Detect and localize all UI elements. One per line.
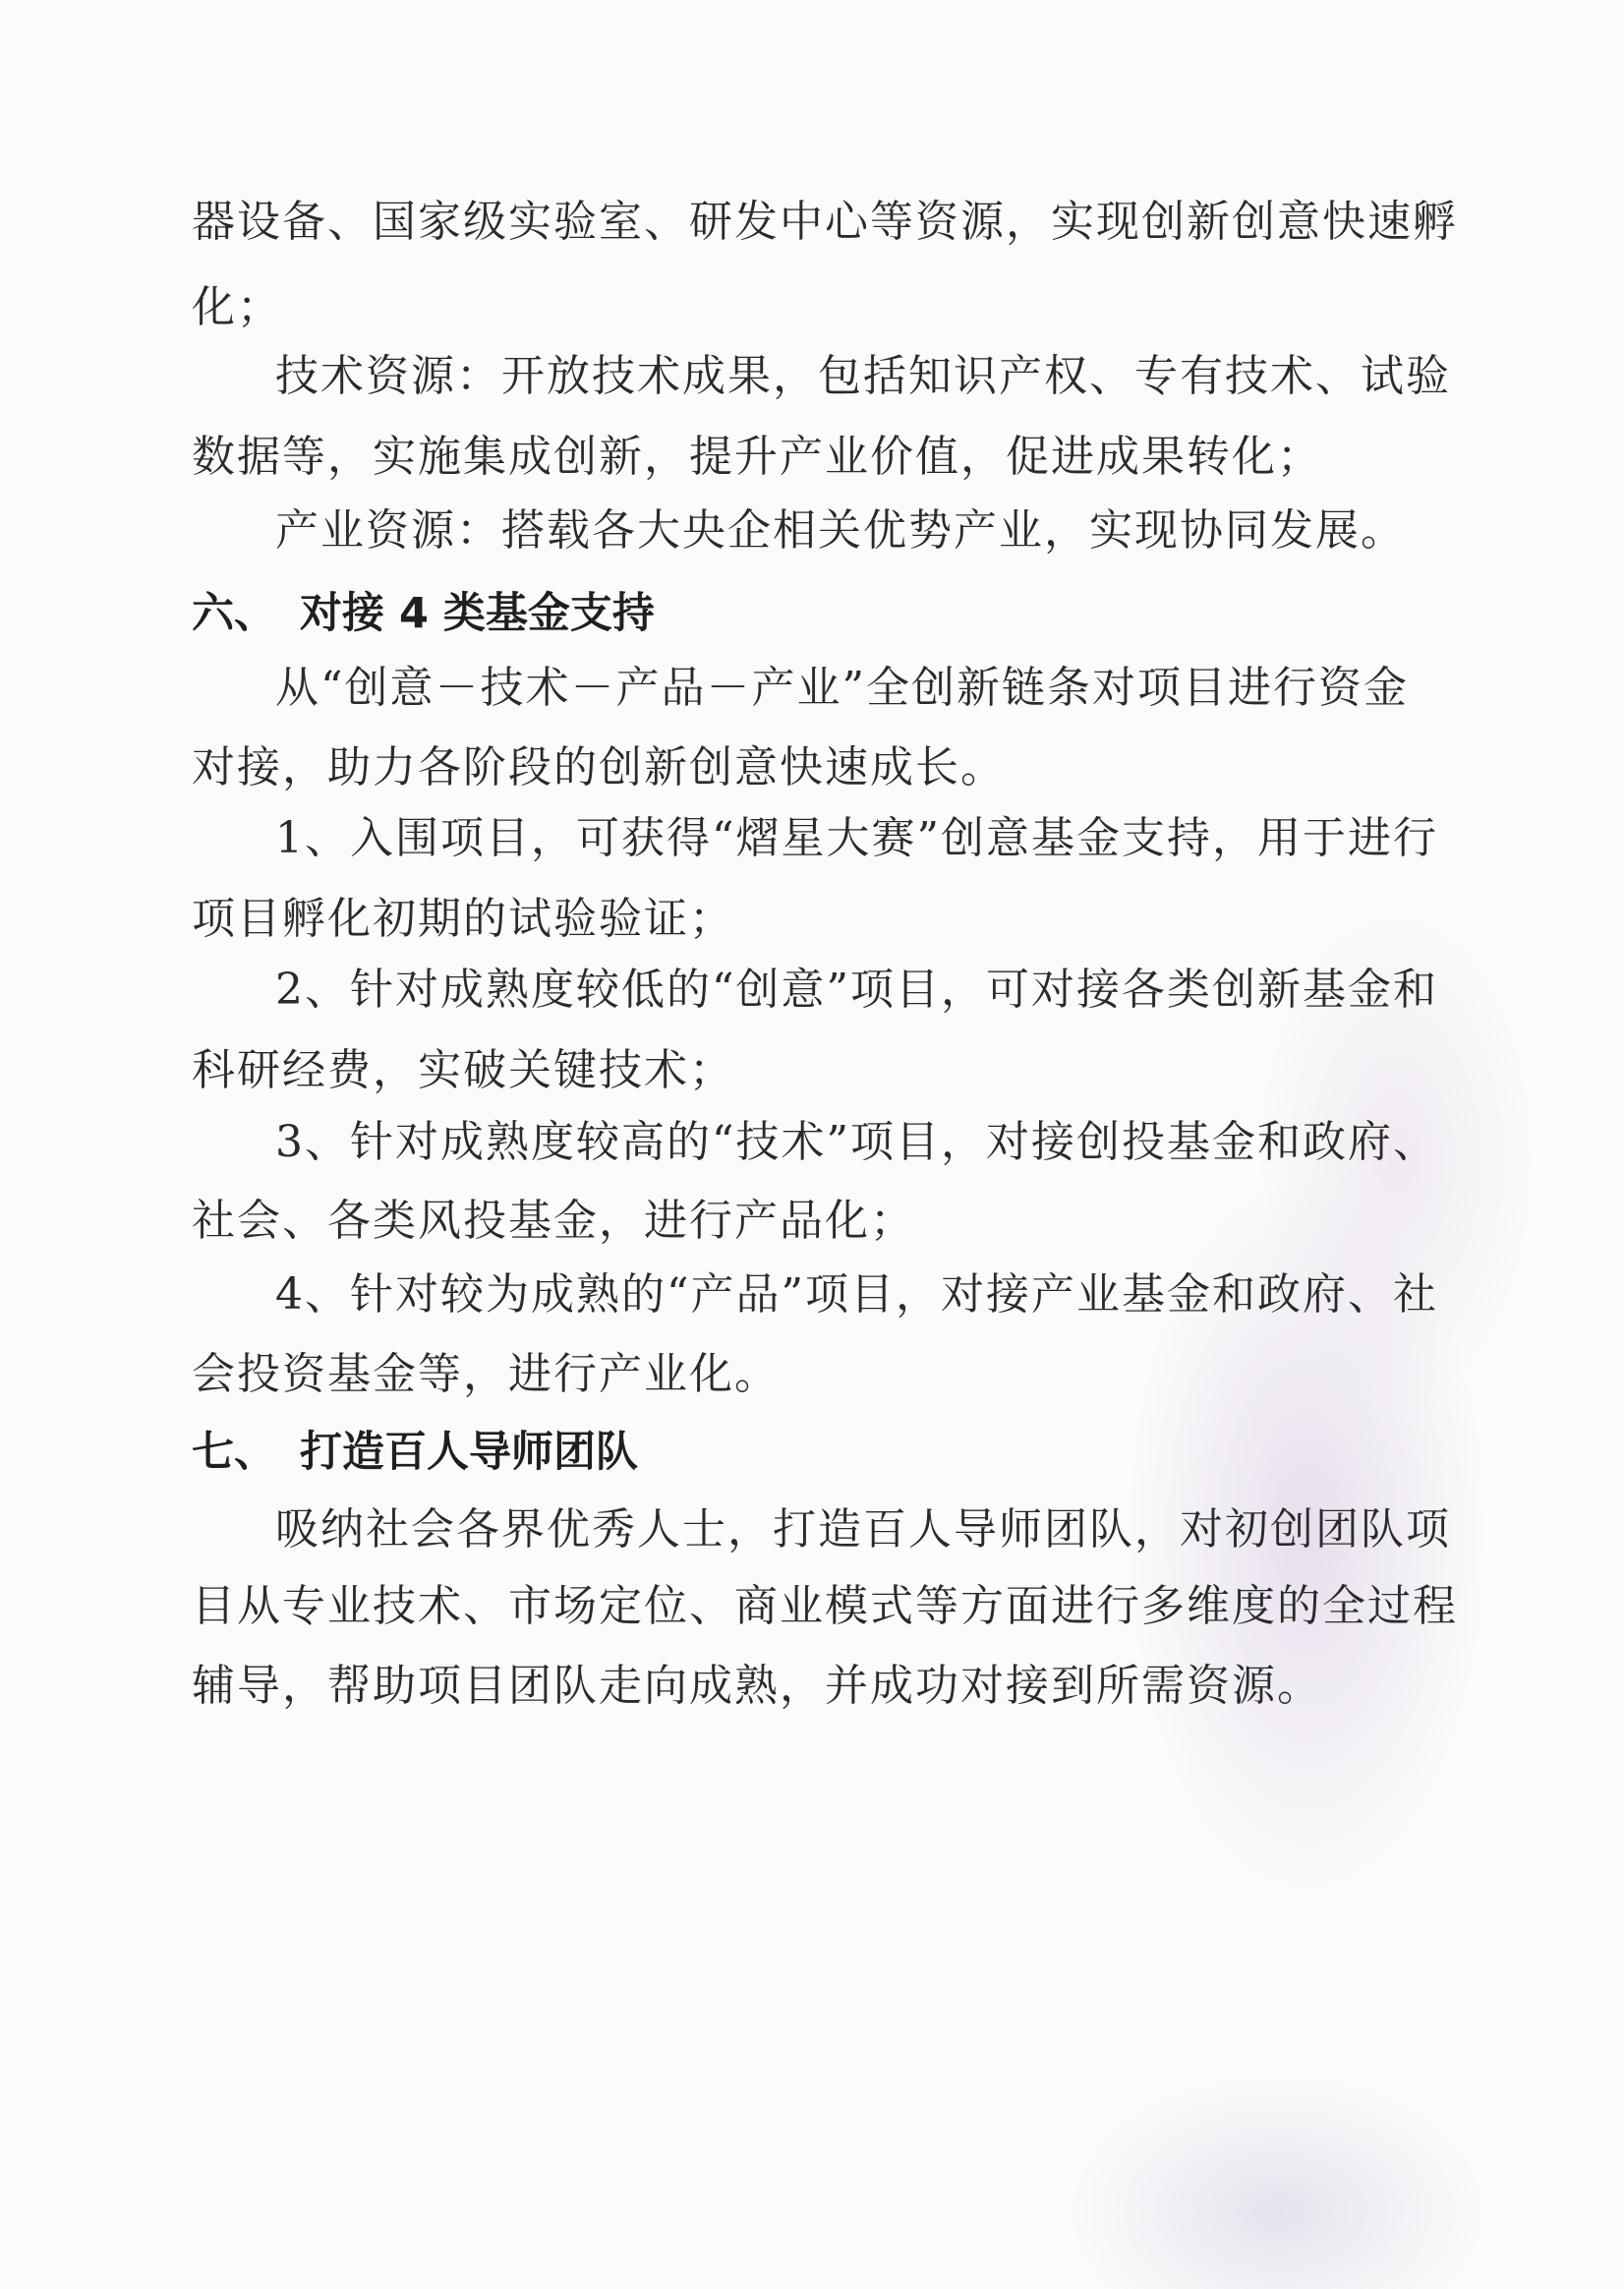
text-line: 从“创意－技术－产品－产业”全创新链条对项目进行资金 bbox=[275, 663, 1409, 713]
section-heading-6 bbox=[192, 586, 655, 641]
section-title: 对接 4 类基金支持 bbox=[300, 589, 655, 638]
text-line: 数据等，实施集成创新，提升产业价值，促进成果转化； bbox=[192, 432, 1322, 482]
section-number: 七、 bbox=[192, 1428, 276, 1477]
text-line: 产业资源：搭载各大央企相关优势产业，实现协同发展。 bbox=[275, 505, 1406, 556]
text-line: 项目孵化初期的试验验证； bbox=[192, 894, 734, 944]
section-number: 六、 bbox=[192, 589, 276, 638]
text-line: 技术资源：开放技术成果，包括知识产权、专有技术、试验 bbox=[275, 351, 1451, 401]
text-line: 吸纳社会各界优秀人士，打造百人导师团队，对初创团队项 bbox=[275, 1504, 1451, 1555]
text-line: 目从专业技术、市场定位、商业模式等方面进行多维度的全过程 bbox=[192, 1581, 1458, 1631]
text-line: 辅导，帮助项目团队走向成熟，并成功对接到所需资源。 bbox=[192, 1661, 1322, 1711]
text-line: 会投资基金等，进行产业化。 bbox=[192, 1349, 780, 1399]
section-heading-7 bbox=[192, 1425, 638, 1480]
text-line: 社会、各类风投基金，进行产品化； bbox=[192, 1196, 915, 1246]
text-line: 1、入围项目，可获得“熠星大赛”创意基金支持，用于进行 bbox=[275, 813, 1438, 863]
text-line: 4、针对较为成熟的“产品”项目，对接产业基金和政府、社 bbox=[275, 1269, 1438, 1320]
text-line: 对接，助力各阶段的创新创意快速成长。 bbox=[192, 742, 1006, 792]
text-line: 3、针对成熟度较高的“技术”项目，对接创投基金和政府、 bbox=[275, 1117, 1438, 1167]
section-title: 打造百人导师团队 bbox=[300, 1428, 638, 1477]
text-line: 2、针对成熟度较低的“创意”项目，可对接各类创新基金和 bbox=[275, 965, 1438, 1015]
text-line: 器设备、国家级实验室、研发中心等资源，实现创新创意快速孵 bbox=[192, 197, 1458, 247]
text-line: 科研经费，实破关键技术； bbox=[192, 1045, 734, 1095]
text-line: 化； bbox=[192, 282, 282, 332]
